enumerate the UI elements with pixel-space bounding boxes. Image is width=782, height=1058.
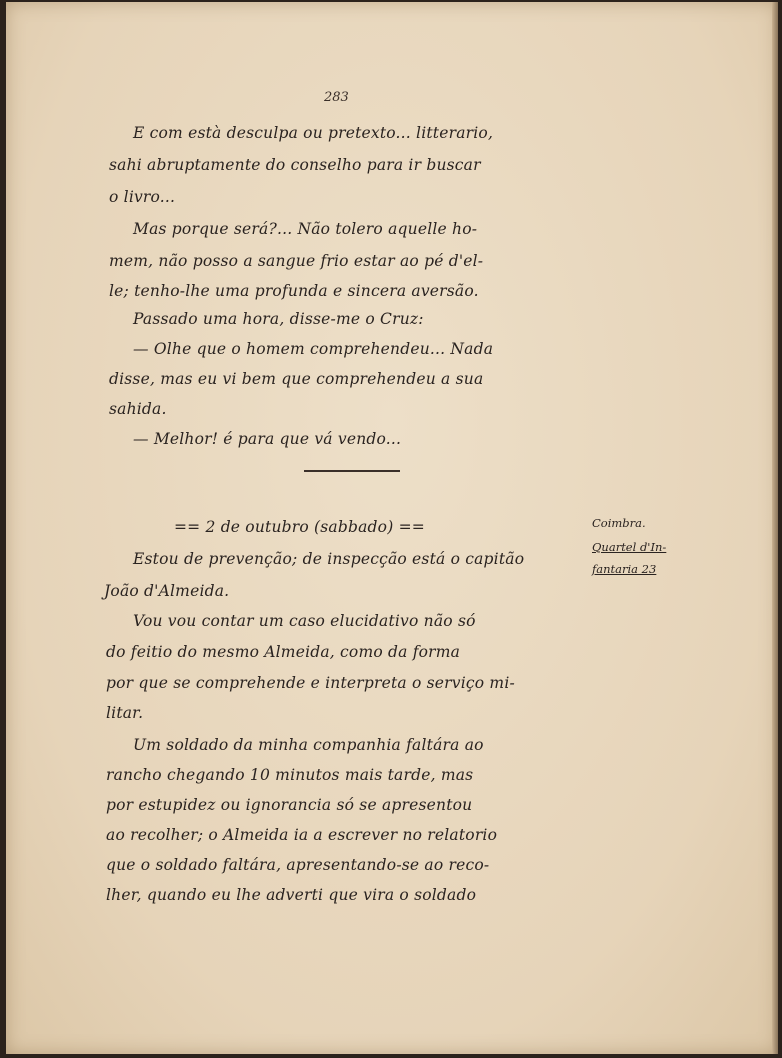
text-line: ao recolher; o Almeida ia a escrever no relatorio xyxy=(106,826,498,844)
date-heading: == 2 de outubro (sabbado) == xyxy=(174,518,425,536)
text-line: sahida. xyxy=(109,400,167,418)
section-divider xyxy=(304,470,400,472)
text-line: rancho chegando 10 minutos mais tarde, mas xyxy=(106,766,474,784)
margin-note-barracks: Quartel d'In- xyxy=(592,540,667,554)
text-line: por que se comprehende e interpreta o serviço mi- xyxy=(106,674,515,692)
margin-note-place: Coimbra. xyxy=(592,516,646,530)
text-line: — Melhor! é para que vá vendo... xyxy=(133,430,402,448)
text-line: Passado uma hora, disse-me o Cruz: xyxy=(133,310,424,328)
text-line: sahi abruptamente do conselho para ir buscar xyxy=(109,156,481,174)
text-line: lher, quando eu lhe adverti que vira o soldado xyxy=(106,886,477,904)
text-line: E com està desculpa ou pretexto... litterario, xyxy=(133,124,494,142)
text-line: João d'Almeida. xyxy=(104,582,230,600)
page-number: 283 xyxy=(324,90,349,105)
text-line: litar. xyxy=(106,704,144,722)
text-line: Um soldado da minha companhia faltára ao xyxy=(133,736,484,754)
text-line: le; tenho-lhe uma profunda e sincera aversão. xyxy=(109,282,479,300)
text-line: por estupidez ou ignorancia só se apresentou xyxy=(106,796,473,814)
text-line: Vou vou contar um caso elucidativo não só xyxy=(133,612,476,630)
margin-note-regiment: fantaria 23 xyxy=(592,562,657,576)
text-line: o livro... xyxy=(109,188,176,206)
text-line: que o soldado faltára, apresentando-se ao reco- xyxy=(106,856,490,874)
text-line: do feitio do mesmo Almeida, como da forma xyxy=(106,643,461,661)
page-edge xyxy=(772,2,778,1054)
manuscript-page xyxy=(6,2,778,1054)
text-line: disse, mas eu vi bem que comprehendeu a sua xyxy=(109,370,484,388)
text-line: Estou de prevenção; de inspecção está o capitão xyxy=(133,550,525,568)
text-line: Mas porque será?... Não tolero aquelle ho- xyxy=(133,220,478,238)
text-line: — Olhe que o homem comprehendeu... Nada xyxy=(133,340,494,358)
text-line: mem, não posso a sangue frio estar ao pé d'el- xyxy=(109,252,484,270)
